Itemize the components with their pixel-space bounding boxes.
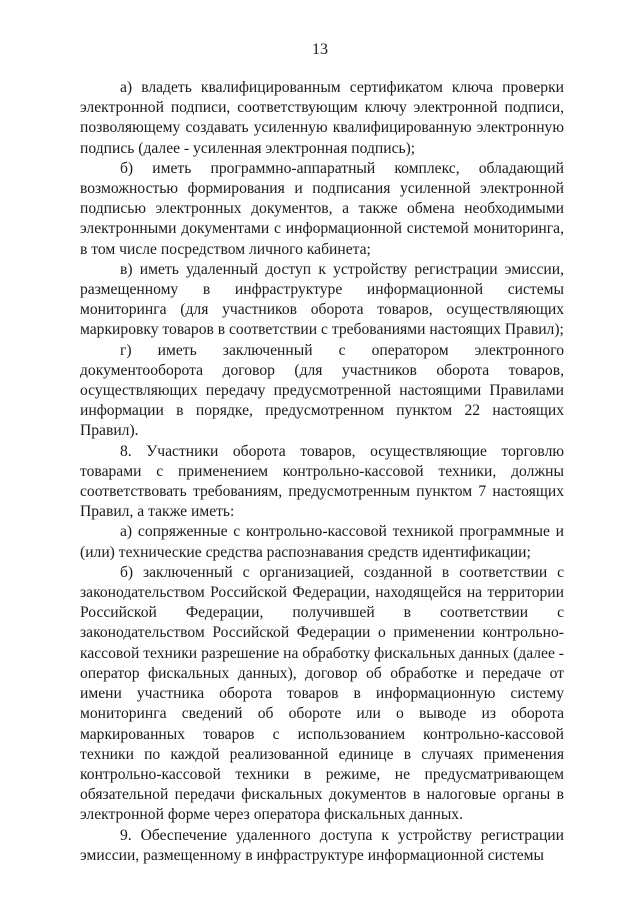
page-number: 13 [312,41,328,58]
paragraph-8b: б) заключенный с организацией, созданной в соответствии с законодательством Российской Федерации, находящейся на территории Российской Федерации, получившей в соответствии с законодательством Российской Федерации о применении контрольно-кассовой техники разрешение на обработку фискальных данных (далее - оператор фискальных данных), договор об обработке и передаче от имени участника оборота товаров в информационную систему мониторинга сведений об обороте или о выводе из оборота маркированных товаров с использованием контрольно-кассовой техники по каждой реализованной единице в случаях применения контрольно-кассовой техники в режиме, не предусматривающем обязательной передачи фискальных документов в налоговые органы в электронной форме через оператора фискальных данных. [80,563,564,824]
paragraph-8: 8. Участники оборота товаров, осуществляющие торговлю товарами с применением контрольно-кассовой техники, должны соответствовать требованиям, предусмотренным пунктом 7 настоящих Правил, а также иметь: [80,442,564,521]
paragraph-9: 9. Обеспечение удаленного доступа к устройству регистрации эмиссии, размещенному в инфраструктуре информационной системы [80,826,564,864]
paragraph-7b: б) иметь программно-аппаратный комплекс, обладающий возможностью формирования и подписания усиленной электронной подписью электронных документов, а также обмена необходимыми электронными документами с информационной системой мониторинга, в том числе посредством личного кабинета; [80,159,564,258]
paragraph-7v: в) иметь удаленный доступ к устройству регистрации эмиссии, размещенному в инфраструктуре информационной системы мониторинга (для участников оборота товаров, осуществляющих маркировку товаров в соответствии с требованиями настоящих Правил); [80,260,564,339]
paragraph-8a: а) сопряженные с контрольно-кассовой техникой программные и (или) технические средства распознавания средств идентификации; [80,523,564,561]
paragraph-7a: а) владеть квалифицированным сертификатом ключа проверки электронной подписи, соответствующим ключу электронной подписи, позволяющему создавать усиленную квалифицированную электронную подпись (далее - усиленная электронная подпись); [80,79,564,157]
document-body [80,78,564,866]
paragraph-7g: г) иметь заключенный с оператором электронного документооборота договор (для участников оборота товаров, осуществляющих передачу предусмотренной настоящими Правилами информации в порядке, предусмотренном пунктом 22 настоящих Правил). [80,341,564,440]
